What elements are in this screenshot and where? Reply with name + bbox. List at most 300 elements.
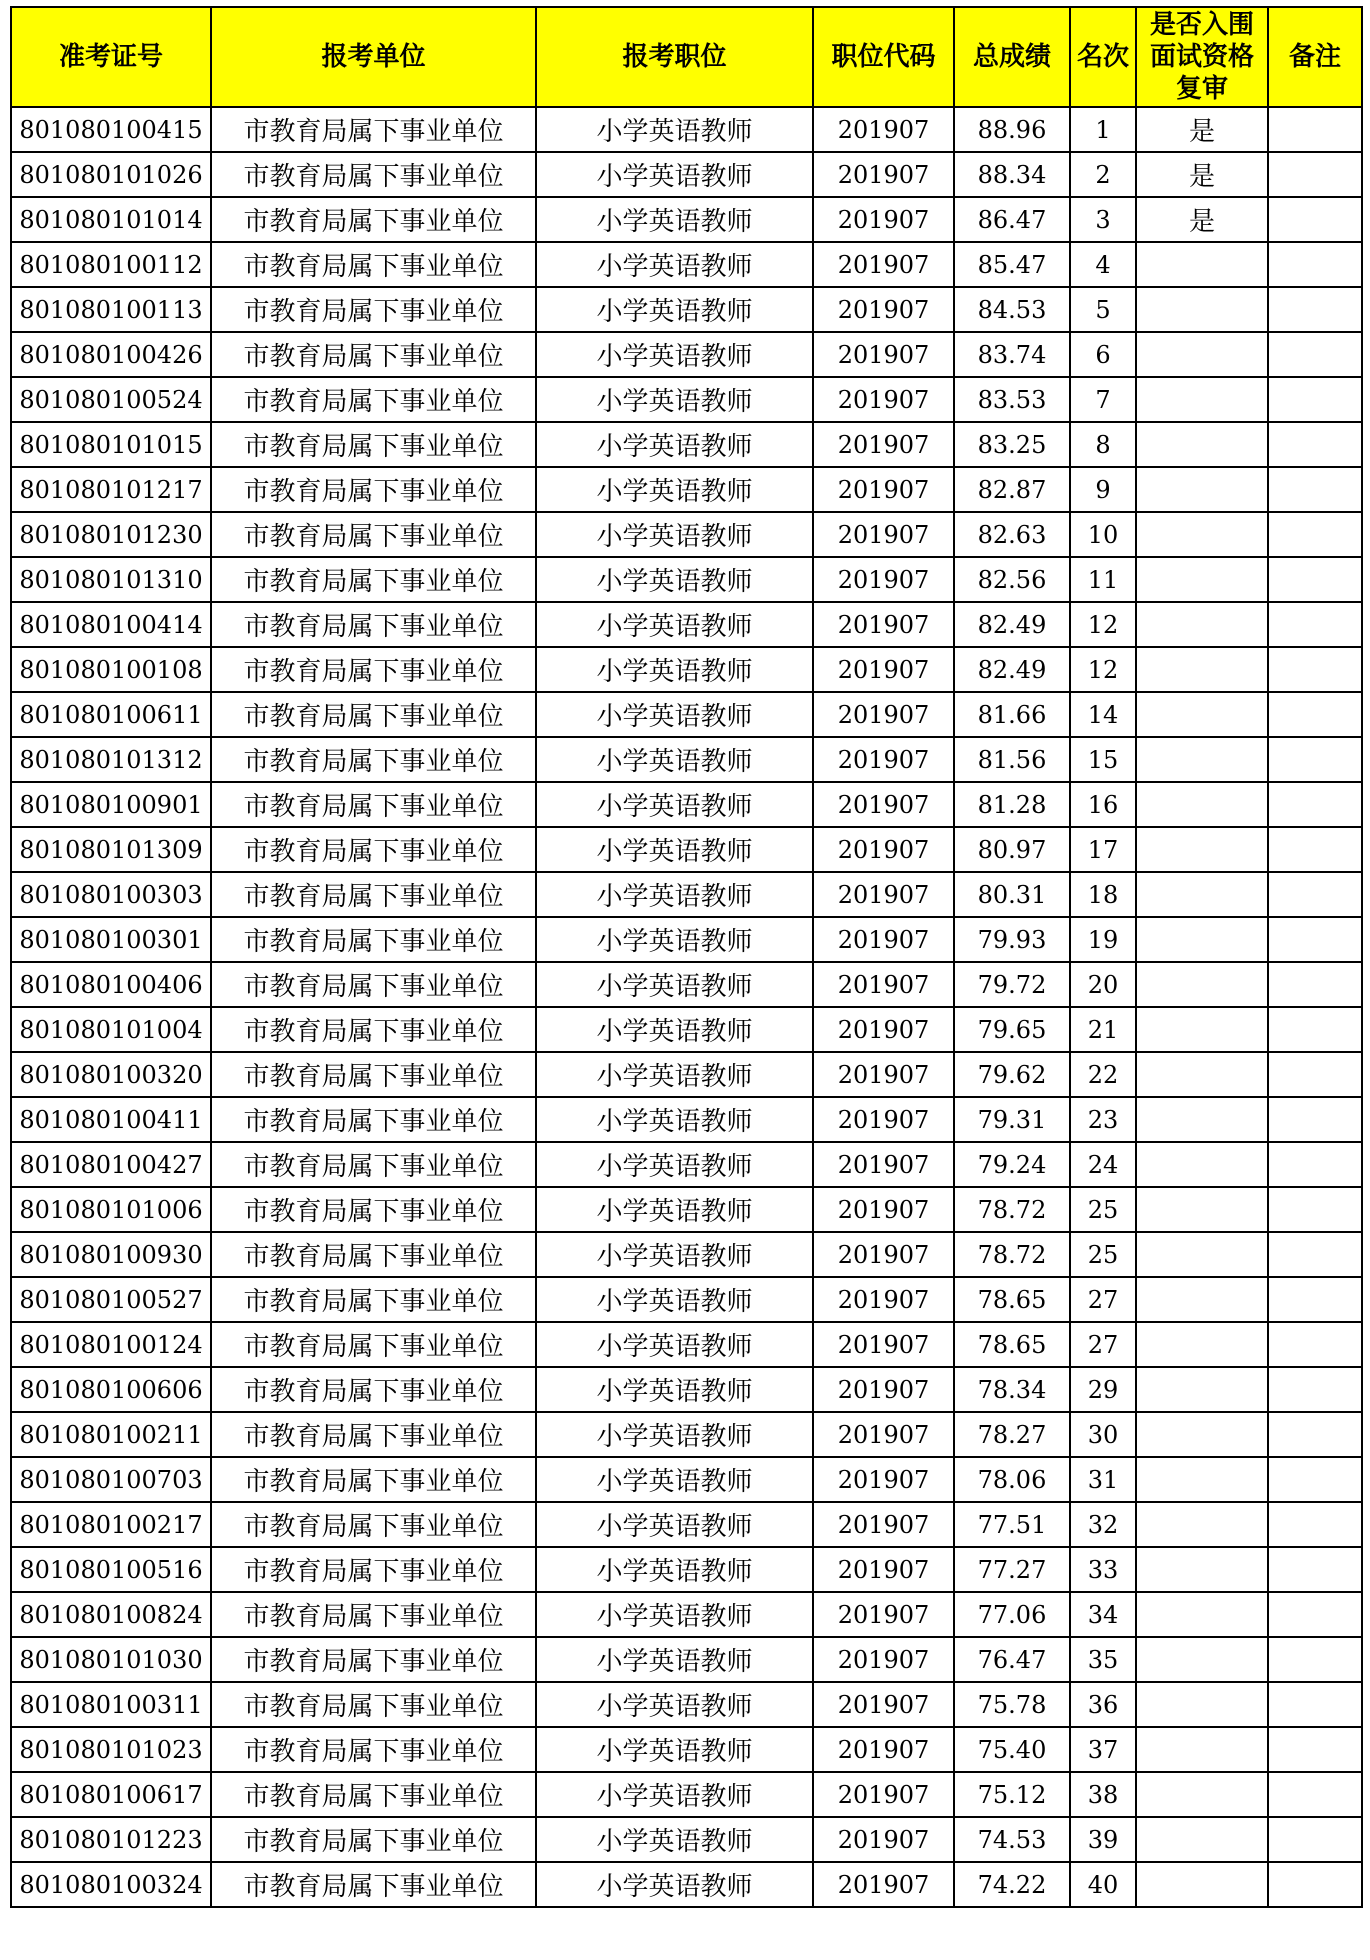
cell-total-score: 79.65: [954, 1007, 1070, 1052]
cell-remarks: [1268, 332, 1362, 377]
cell-exam-id: 801080100320: [11, 1052, 211, 1097]
cell-shortlisted: [1136, 917, 1268, 962]
cell-shortlisted: [1136, 602, 1268, 647]
cell-exam-id: 801080100824: [11, 1592, 211, 1637]
cell-position: 小学英语教师: [536, 287, 813, 332]
cell-remarks: [1268, 737, 1362, 782]
cell-rank: 9: [1070, 467, 1136, 512]
cell-shortlisted: [1136, 1232, 1268, 1277]
cell-total-score: 77.51: [954, 1502, 1070, 1547]
cell-exam-id: 801080100411: [11, 1097, 211, 1142]
cell-remarks: [1268, 287, 1362, 332]
cell-unit: 市教育局属下事业单位: [211, 1772, 536, 1817]
cell-rank: 36: [1070, 1682, 1136, 1727]
cell-unit: 市教育局属下事业单位: [211, 152, 536, 197]
cell-rank: 33: [1070, 1547, 1136, 1592]
cell-total-score: 74.22: [954, 1862, 1070, 1907]
results-table: [10, 6, 1363, 1908]
cell-position: 小学英语教师: [536, 1502, 813, 1547]
table-row: [11, 737, 1362, 782]
cell-total-score: 88.34: [954, 152, 1070, 197]
cell-exam-id: 801080100124: [11, 1322, 211, 1367]
header-unit: 报考单位: [211, 7, 536, 107]
cell-position-code: 201907: [813, 467, 954, 512]
cell-unit: 市教育局属下事业单位: [211, 872, 536, 917]
cell-position: 小学英语教师: [536, 332, 813, 377]
cell-rank: 20: [1070, 962, 1136, 1007]
cell-rank: 30: [1070, 1412, 1136, 1457]
cell-remarks: [1268, 1322, 1362, 1367]
cell-rank: 10: [1070, 512, 1136, 557]
table-row: [11, 242, 1362, 287]
cell-shortlisted: 是: [1136, 152, 1268, 197]
cell-position-code: 201907: [813, 1457, 954, 1502]
cell-unit: 市教育局属下事业单位: [211, 1232, 536, 1277]
table-row: [11, 557, 1362, 602]
cell-unit: 市教育局属下事业单位: [211, 107, 536, 152]
cell-exam-id: 801080101223: [11, 1817, 211, 1862]
cell-total-score: 82.49: [954, 647, 1070, 692]
cell-rank: 8: [1070, 422, 1136, 467]
cell-exam-id: 801080100426: [11, 332, 211, 377]
cell-total-score: 79.24: [954, 1142, 1070, 1187]
cell-position-code: 201907: [813, 602, 954, 647]
cell-remarks: [1268, 1232, 1362, 1277]
cell-position-code: 201907: [813, 1817, 954, 1862]
cell-unit: 市教育局属下事业单位: [211, 1547, 536, 1592]
header-remarks: 备注: [1268, 7, 1362, 107]
cell-rank: 35: [1070, 1637, 1136, 1682]
cell-shortlisted: [1136, 692, 1268, 737]
cell-position: 小学英语教师: [536, 1682, 813, 1727]
cell-remarks: [1268, 1052, 1362, 1097]
cell-unit: 市教育局属下事业单位: [211, 1457, 536, 1502]
cell-position-code: 201907: [813, 1502, 954, 1547]
cell-rank: 39: [1070, 1817, 1136, 1862]
cell-unit: 市教育局属下事业单位: [211, 692, 536, 737]
table-row: [11, 512, 1362, 557]
cell-exam-id: 801080100108: [11, 647, 211, 692]
table-row: [11, 1592, 1362, 1637]
cell-position: 小学英语教师: [536, 1097, 813, 1142]
cell-shortlisted: 是: [1136, 197, 1268, 242]
table-row: [11, 422, 1362, 467]
cell-rank: 18: [1070, 872, 1136, 917]
table-row: [11, 872, 1362, 917]
table-row: [11, 1637, 1362, 1682]
cell-exam-id: 801080100703: [11, 1457, 211, 1502]
cell-unit: 市教育局属下事业单位: [211, 1097, 536, 1142]
cell-remarks: [1268, 1412, 1362, 1457]
cell-unit: 市教育局属下事业单位: [211, 467, 536, 512]
cell-remarks: [1268, 917, 1362, 962]
cell-remarks: [1268, 872, 1362, 917]
cell-unit: 市教育局属下事业单位: [211, 602, 536, 647]
cell-unit: 市教育局属下事业单位: [211, 377, 536, 422]
cell-position-code: 201907: [813, 1007, 954, 1052]
cell-remarks: [1268, 602, 1362, 647]
table-row: [11, 917, 1362, 962]
cell-position-code: 201907: [813, 557, 954, 602]
cell-position: 小学英语教师: [536, 872, 813, 917]
cell-shortlisted: [1136, 1592, 1268, 1637]
cell-shortlisted: [1136, 422, 1268, 467]
cell-exam-id: 801080100301: [11, 917, 211, 962]
cell-exam-id: 801080100113: [11, 287, 211, 332]
cell-exam-id: 801080100112: [11, 242, 211, 287]
cell-position-code: 201907: [813, 332, 954, 377]
cell-exam-id: 801080100527: [11, 1277, 211, 1322]
cell-total-score: 82.56: [954, 557, 1070, 602]
table-row: [11, 692, 1362, 737]
table-row: [11, 467, 1362, 512]
cell-shortlisted: [1136, 1412, 1268, 1457]
cell-remarks: [1268, 1592, 1362, 1637]
cell-total-score: 82.87: [954, 467, 1070, 512]
cell-position: 小学英语教师: [536, 1142, 813, 1187]
cell-shortlisted: [1136, 872, 1268, 917]
cell-remarks: [1268, 1682, 1362, 1727]
cell-shortlisted: [1136, 467, 1268, 512]
cell-position: 小学英语教师: [536, 1592, 813, 1637]
cell-position: 小学英语教师: [536, 1772, 813, 1817]
cell-shortlisted: [1136, 1727, 1268, 1772]
cell-unit: 市教育局属下事业单位: [211, 1007, 536, 1052]
cell-rank: 25: [1070, 1232, 1136, 1277]
cell-total-score: 81.28: [954, 782, 1070, 827]
cell-position-code: 201907: [813, 1142, 954, 1187]
table-row: [11, 1547, 1362, 1592]
table-row: [11, 1187, 1362, 1232]
cell-position: 小学英语教师: [536, 962, 813, 1007]
cell-total-score: 78.27: [954, 1412, 1070, 1457]
cell-position-code: 201907: [813, 962, 954, 1007]
cell-rank: 22: [1070, 1052, 1136, 1097]
header-position-code: 职位代码: [813, 7, 954, 107]
cell-shortlisted: [1136, 1772, 1268, 1817]
cell-total-score: 78.34: [954, 1367, 1070, 1412]
cell-position-code: 201907: [813, 1232, 954, 1277]
cell-total-score: 76.47: [954, 1637, 1070, 1682]
cell-exam-id: 801080100606: [11, 1367, 211, 1412]
cell-position-code: 201907: [813, 1277, 954, 1322]
header-position: 报考职位: [536, 7, 813, 107]
table-row: [11, 782, 1362, 827]
cell-shortlisted: [1136, 1187, 1268, 1232]
cell-position: 小学英语教师: [536, 242, 813, 287]
cell-remarks: [1268, 647, 1362, 692]
cell-total-score: 75.40: [954, 1727, 1070, 1772]
cell-position: 小学英语教师: [536, 1367, 813, 1412]
cell-position-code: 201907: [813, 377, 954, 422]
cell-exam-id: 801080101310: [11, 557, 211, 602]
cell-position-code: 201907: [813, 1187, 954, 1232]
cell-shortlisted: [1136, 1457, 1268, 1502]
cell-rank: 4: [1070, 242, 1136, 287]
cell-position: 小学英语教师: [536, 152, 813, 197]
cell-remarks: [1268, 1637, 1362, 1682]
cell-unit: 市教育局属下事业单位: [211, 737, 536, 782]
table-row: [11, 827, 1362, 872]
cell-position: 小学英语教师: [536, 1007, 813, 1052]
cell-exam-id: 801080100611: [11, 692, 211, 737]
cell-position: 小学英语教师: [536, 467, 813, 512]
cell-position-code: 201907: [813, 1592, 954, 1637]
cell-total-score: 81.56: [954, 737, 1070, 782]
table-row: [11, 1052, 1362, 1097]
cell-rank: 3: [1070, 197, 1136, 242]
cell-position-code: 201907: [813, 647, 954, 692]
cell-shortlisted: [1136, 557, 1268, 602]
cell-rank: 38: [1070, 1772, 1136, 1817]
cell-shortlisted: [1136, 1547, 1268, 1592]
cell-shortlisted: [1136, 1502, 1268, 1547]
cell-shortlisted: [1136, 1637, 1268, 1682]
cell-shortlisted: [1136, 1367, 1268, 1412]
cell-unit: 市教育局属下事业单位: [211, 917, 536, 962]
cell-total-score: 80.97: [954, 827, 1070, 872]
cell-exam-id: 801080101312: [11, 737, 211, 782]
cell-total-score: 83.53: [954, 377, 1070, 422]
table-row: [11, 1457, 1362, 1502]
cell-position-code: 201907: [813, 1727, 954, 1772]
cell-remarks: [1268, 1457, 1362, 1502]
cell-shortlisted: [1136, 377, 1268, 422]
cell-position-code: 201907: [813, 107, 954, 152]
header-row: [11, 7, 1362, 107]
cell-position: 小学英语教师: [536, 377, 813, 422]
table-row: [11, 1097, 1362, 1142]
cell-position-code: 201907: [813, 692, 954, 737]
cell-unit: 市教育局属下事业单位: [211, 1862, 536, 1907]
cell-position: 小学英语教师: [536, 1727, 813, 1772]
cell-position: 小学英语教师: [536, 197, 813, 242]
cell-shortlisted: [1136, 1007, 1268, 1052]
cell-unit: 市教育局属下事业单位: [211, 1682, 536, 1727]
cell-total-score: 85.47: [954, 242, 1070, 287]
cell-shortlisted: [1136, 512, 1268, 557]
cell-unit: 市教育局属下事业单位: [211, 1142, 536, 1187]
cell-total-score: 88.96: [954, 107, 1070, 152]
cell-total-score: 79.72: [954, 962, 1070, 1007]
cell-exam-id: 801080101023: [11, 1727, 211, 1772]
cell-total-score: 77.06: [954, 1592, 1070, 1637]
cell-position-code: 201907: [813, 1637, 954, 1682]
table-row: [11, 1322, 1362, 1367]
cell-unit: 市教育局属下事业单位: [211, 1502, 536, 1547]
cell-total-score: 78.65: [954, 1322, 1070, 1367]
cell-exam-id: 801080100415: [11, 107, 211, 152]
table-row: [11, 1142, 1362, 1187]
cell-remarks: [1268, 242, 1362, 287]
cell-remarks: [1268, 1727, 1362, 1772]
cell-position-code: 201907: [813, 1412, 954, 1457]
cell-position: 小学英语教师: [536, 1637, 813, 1682]
cell-position: 小学英语教师: [536, 1232, 813, 1277]
cell-rank: 29: [1070, 1367, 1136, 1412]
cell-position-code: 201907: [813, 197, 954, 242]
cell-position: 小学英语教师: [536, 692, 813, 737]
cell-remarks: [1268, 1862, 1362, 1907]
cell-shortlisted: [1136, 1682, 1268, 1727]
cell-exam-id: 801080101004: [11, 1007, 211, 1052]
cell-position: 小学英语教师: [536, 1187, 813, 1232]
cell-total-score: 79.62: [954, 1052, 1070, 1097]
cell-position: 小学英语教师: [536, 107, 813, 152]
cell-shortlisted: [1136, 287, 1268, 332]
cell-rank: 6: [1070, 332, 1136, 377]
cell-rank: 12: [1070, 602, 1136, 647]
cell-remarks: [1268, 1502, 1362, 1547]
cell-rank: 16: [1070, 782, 1136, 827]
cell-shortlisted: [1136, 1817, 1268, 1862]
cell-unit: 市教育局属下事业单位: [211, 1052, 536, 1097]
cell-position-code: 201907: [813, 512, 954, 557]
table-row: [11, 647, 1362, 692]
cell-unit: 市教育局属下事业单位: [211, 557, 536, 602]
cell-position: 小学英语教师: [536, 917, 813, 962]
cell-position-code: 201907: [813, 1367, 954, 1412]
cell-position-code: 201907: [813, 1052, 954, 1097]
cell-exam-id: 801080100516: [11, 1547, 211, 1592]
cell-position: 小学英语教师: [536, 1052, 813, 1097]
header-total-score: 总成绩: [954, 7, 1070, 107]
cell-rank: 27: [1070, 1277, 1136, 1322]
cell-shortlisted: [1136, 647, 1268, 692]
cell-total-score: 75.78: [954, 1682, 1070, 1727]
cell-total-score: 79.93: [954, 917, 1070, 962]
cell-unit: 市教育局属下事业单位: [211, 1727, 536, 1772]
cell-total-score: 77.27: [954, 1547, 1070, 1592]
cell-total-score: 83.74: [954, 332, 1070, 377]
header-rank: 名次: [1070, 7, 1136, 107]
cell-position: 小学英语教师: [536, 512, 813, 557]
cell-exam-id: 801080100324: [11, 1862, 211, 1907]
cell-shortlisted: [1136, 1862, 1268, 1907]
cell-remarks: [1268, 1772, 1362, 1817]
cell-position: 小学英语教师: [536, 647, 813, 692]
cell-total-score: 74.53: [954, 1817, 1070, 1862]
table-row: [11, 1007, 1362, 1052]
cell-position: 小学英语教师: [536, 1457, 813, 1502]
cell-position: 小学英语教师: [536, 1547, 813, 1592]
cell-position-code: 201907: [813, 1862, 954, 1907]
cell-remarks: [1268, 827, 1362, 872]
cell-rank: 34: [1070, 1592, 1136, 1637]
cell-rank: 5: [1070, 287, 1136, 332]
cell-position: 小学英语教师: [536, 557, 813, 602]
cell-unit: 市教育局属下事业单位: [211, 1322, 536, 1367]
cell-position: 小学英语教师: [536, 782, 813, 827]
cell-total-score: 75.12: [954, 1772, 1070, 1817]
cell-position-code: 201907: [813, 917, 954, 962]
cell-rank: 14: [1070, 692, 1136, 737]
cell-exam-id: 801080101230: [11, 512, 211, 557]
table-row: [11, 1727, 1362, 1772]
cell-shortlisted: 是: [1136, 107, 1268, 152]
cell-unit: 市教育局属下事业单位: [211, 782, 536, 827]
cell-remarks: [1268, 1007, 1362, 1052]
table-row: [11, 1232, 1362, 1277]
cell-unit: 市教育局属下事业单位: [211, 1367, 536, 1412]
cell-unit: 市教育局属下事业单位: [211, 287, 536, 332]
cell-unit: 市教育局属下事业单位: [211, 1187, 536, 1232]
cell-shortlisted: [1136, 1052, 1268, 1097]
cell-position: 小学英语教师: [536, 602, 813, 647]
cell-position-code: 201907: [813, 827, 954, 872]
cell-exam-id: 801080100930: [11, 1232, 211, 1277]
cell-remarks: [1268, 1367, 1362, 1412]
cell-remarks: [1268, 152, 1362, 197]
cell-shortlisted: [1136, 1097, 1268, 1142]
cell-rank: 40: [1070, 1862, 1136, 1907]
cell-remarks: [1268, 512, 1362, 557]
cell-total-score: 78.65: [954, 1277, 1070, 1322]
table-row: [11, 107, 1362, 152]
cell-unit: 市教育局属下事业单位: [211, 1412, 536, 1457]
cell-unit: 市教育局属下事业单位: [211, 422, 536, 467]
cell-position-code: 201907: [813, 287, 954, 332]
cell-total-score: 83.25: [954, 422, 1070, 467]
cell-position: 小学英语教师: [536, 1277, 813, 1322]
cell-remarks: [1268, 692, 1362, 737]
cell-remarks: [1268, 1142, 1362, 1187]
cell-exam-id: 801080101030: [11, 1637, 211, 1682]
cell-total-score: 82.63: [954, 512, 1070, 557]
cell-exam-id: 801080101026: [11, 152, 211, 197]
cell-total-score: 86.47: [954, 197, 1070, 242]
cell-unit: 市教育局属下事业单位: [211, 332, 536, 377]
cell-unit: 市教育局属下事业单位: [211, 197, 536, 242]
cell-remarks: [1268, 107, 1362, 152]
cell-rank: 25: [1070, 1187, 1136, 1232]
cell-remarks: [1268, 1817, 1362, 1862]
cell-total-score: 79.31: [954, 1097, 1070, 1142]
cell-exam-id: 801080100217: [11, 1502, 211, 1547]
cell-exam-id: 801080100901: [11, 782, 211, 827]
cell-position-code: 201907: [813, 1682, 954, 1727]
cell-remarks: [1268, 1097, 1362, 1142]
table-row: [11, 1277, 1362, 1322]
cell-rank: 19: [1070, 917, 1136, 962]
cell-remarks: [1268, 962, 1362, 1007]
cell-remarks: [1268, 782, 1362, 827]
cell-exam-id: 801080100427: [11, 1142, 211, 1187]
cell-position: 小学英语教师: [536, 422, 813, 467]
table-row: [11, 1682, 1362, 1727]
table-row: [11, 1502, 1362, 1547]
cell-rank: 17: [1070, 827, 1136, 872]
cell-unit: 市教育局属下事业单位: [211, 1817, 536, 1862]
cell-total-score: 78.06: [954, 1457, 1070, 1502]
cell-rank: 21: [1070, 1007, 1136, 1052]
header-shortlisted: 是否入围面试资格复审: [1136, 7, 1268, 107]
cell-position-code: 201907: [813, 1097, 954, 1142]
cell-unit: 市教育局属下事业单位: [211, 1277, 536, 1322]
table-row: [11, 287, 1362, 332]
cell-exam-id: 801080101014: [11, 197, 211, 242]
cell-rank: 27: [1070, 1322, 1136, 1367]
cell-position-code: 201907: [813, 1547, 954, 1592]
cell-position: 小学英语教师: [536, 1817, 813, 1862]
cell-rank: 11: [1070, 557, 1136, 602]
cell-remarks: [1268, 557, 1362, 602]
cell-position-code: 201907: [813, 782, 954, 827]
cell-exam-id: 801080100414: [11, 602, 211, 647]
table-row: [11, 1772, 1362, 1817]
cell-shortlisted: [1136, 827, 1268, 872]
cell-exam-id: 801080100524: [11, 377, 211, 422]
